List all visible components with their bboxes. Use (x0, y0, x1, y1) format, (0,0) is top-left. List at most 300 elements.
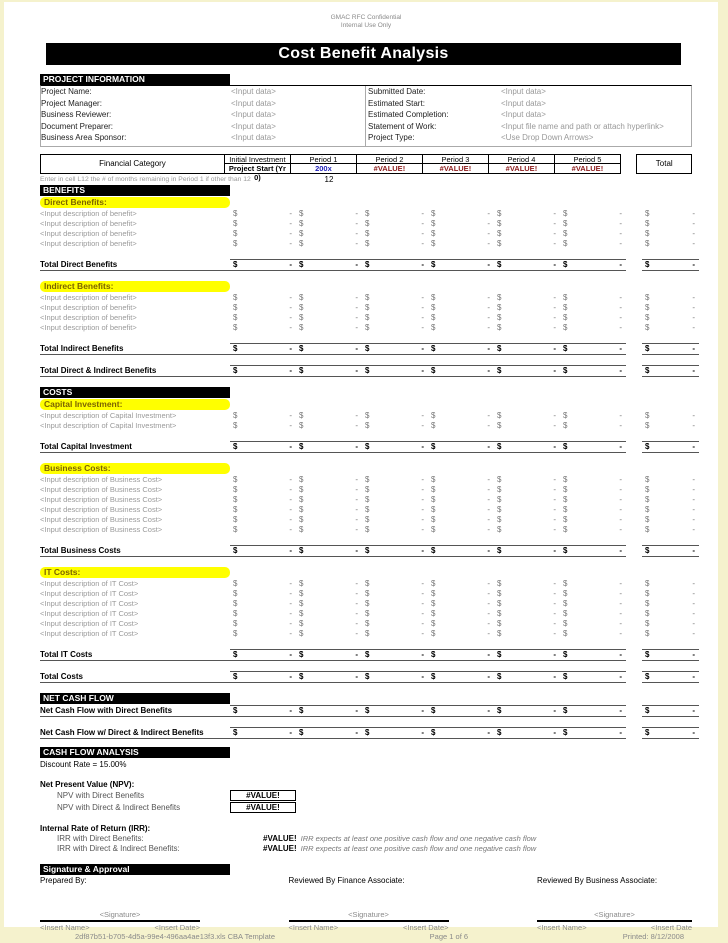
money-cell[interactable]: $ - (431, 525, 490, 534)
money-cell[interactable]: $ - (497, 525, 556, 534)
money-cell[interactable]: $ - (431, 239, 490, 248)
money-cell[interactable]: $ - (230, 441, 296, 453)
money-cell[interactable]: $ - (296, 441, 362, 453)
money-cell[interactable]: $ - (563, 609, 622, 618)
money-cell[interactable]: $ - (563, 323, 622, 332)
period-value-cell[interactable]: 200x (315, 163, 332, 173)
input-data-cell[interactable]: <Input data> (501, 98, 546, 108)
input-data-cell[interactable]: <Input data> (231, 98, 276, 108)
money-cell[interactable]: $ - (233, 323, 292, 332)
input-description-cell[interactable]: <Input description of benefit> (40, 323, 137, 332)
row-label: Net Cash Flow with Direct Benefits (40, 705, 230, 717)
money-cell[interactable]: $ - (431, 579, 490, 588)
money-cell[interactable]: $ - (560, 705, 626, 717)
money-cell[interactable]: $ - (233, 599, 292, 608)
signature-line-cell[interactable]: <Signature> (289, 910, 449, 922)
input-description-cell[interactable]: <Input description of benefit> (40, 229, 137, 238)
money-cell[interactable]: $ - (645, 411, 695, 420)
money-cell[interactable]: $ - (497, 495, 556, 504)
insert-name-cell[interactable]: <Insert Name> (40, 922, 90, 932)
money-cell[interactable]: $ - (233, 303, 292, 312)
money-cell[interactable]: $ - (365, 579, 424, 588)
money-cell[interactable]: $ - (642, 441, 699, 453)
money-cell[interactable]: $ - (497, 303, 556, 312)
money-cell[interactable]: $ - (233, 505, 292, 514)
money-cell[interactable]: $ - (428, 259, 494, 271)
input-description-cell[interactable]: <Input description of benefit> (40, 303, 137, 312)
money-cell[interactable]: $ - (296, 259, 362, 271)
money-cell[interactable]: $ - (365, 239, 424, 248)
money-cell[interactable]: $ - (428, 705, 494, 717)
money-cell[interactable]: $ - (233, 579, 292, 588)
money-cell[interactable]: $ - (645, 629, 695, 638)
money-cell[interactable]: $ - (296, 671, 362, 683)
money-cell[interactable]: $ - (645, 239, 695, 248)
money-cell[interactable]: $ - (497, 599, 556, 608)
money-cell[interactable]: $ - (563, 485, 622, 494)
money-cell[interactable]: $ - (645, 209, 695, 218)
money-cell[interactable]: $ - (494, 441, 560, 453)
money-cell[interactable]: $ - (230, 365, 296, 377)
money-cell[interactable]: $ - (497, 475, 556, 484)
money-cell[interactable]: $ - (233, 411, 292, 420)
input-description-cell[interactable]: <Input description of IT Cost> (40, 619, 139, 628)
money-cell[interactable]: $ - (642, 545, 699, 557)
money-cell[interactable]: $ - (299, 579, 358, 588)
money-cell[interactable]: $ - (365, 515, 424, 524)
money-cell[interactable]: $ - (365, 629, 424, 638)
money-cell[interactable]: $ - (563, 619, 622, 628)
field-label: Business Area Sponsor: (41, 133, 127, 143)
money-cell[interactable]: $ - (299, 411, 358, 420)
money-cell[interactable]: $ - (563, 209, 622, 218)
money-cell[interactable]: $ - (233, 229, 292, 238)
table-row-input (40, 313, 695, 323)
money-cell[interactable]: $ - (296, 705, 362, 717)
money-cell[interactable]: $ - (563, 599, 622, 608)
money-cell[interactable]: $ - (563, 495, 622, 504)
input-description-cell[interactable]: <Input description of Business Cost> (40, 475, 163, 484)
money-cell[interactable]: $ - (645, 505, 695, 514)
money-cell[interactable]: $ - (365, 475, 424, 484)
irr-row (40, 834, 692, 844)
money-cell[interactable]: $ - (497, 293, 556, 302)
money-cell[interactable]: $ - (645, 525, 695, 534)
money-cell[interactable]: $ - (645, 609, 695, 618)
money-cell[interactable]: $ - (365, 209, 424, 218)
period-value-cell[interactable]: #VALUE! (373, 163, 406, 173)
table-row-total (40, 259, 695, 271)
money-cell[interactable]: $ - (428, 671, 494, 683)
money-cell[interactable]: $ - (365, 293, 424, 302)
money-cell[interactable]: $ - (642, 649, 699, 661)
field-label: Project Name: (41, 87, 92, 97)
signature-line-cell[interactable]: <Signature> (537, 910, 692, 922)
money-cell[interactable]: $ - (230, 671, 296, 683)
input-data-cell[interactable]: <Input file name and path or attach hyperlink> (501, 121, 664, 131)
project-information-header: PROJECT INFORMATION (40, 74, 230, 85)
money-cell[interactable]: $ - (365, 495, 424, 504)
money-cell[interactable]: $ - (560, 671, 626, 683)
money-cell[interactable]: $ - (563, 313, 622, 322)
money-cell[interactable]: $ - (365, 313, 424, 322)
money-cell[interactable]: $ - (642, 259, 699, 271)
money-cell[interactable]: $ - (497, 421, 556, 430)
input-description-cell[interactable]: <Input description of benefit> (40, 293, 137, 302)
money-cell[interactable]: $ - (563, 239, 622, 248)
irr-value-cell[interactable]: #VALUE! (263, 834, 297, 843)
money-cell[interactable]: $ - (428, 545, 494, 557)
money-cell[interactable]: $ - (645, 303, 695, 312)
money-cell[interactable]: $ - (645, 475, 695, 484)
input-data-cell[interactable]: <Input data> (231, 110, 276, 120)
money-cell[interactable]: $ - (431, 485, 490, 494)
money-cell[interactable]: $ - (299, 303, 358, 312)
money-cell[interactable]: $ - (299, 525, 358, 534)
input-data-cell[interactable]: <Input data> (501, 110, 546, 120)
money-cell[interactable]: $ - (563, 475, 622, 484)
money-cell[interactable]: $ - (431, 505, 490, 514)
money-cell[interactable]: $ - (299, 589, 358, 598)
money-cell[interactable]: $ - (563, 219, 622, 228)
money-cell[interactable]: $ - (428, 727, 494, 739)
money-cell[interactable]: $ - (431, 475, 490, 484)
money-cell[interactable]: $ - (233, 239, 292, 248)
money-cell[interactable]: $ - (230, 545, 296, 557)
money-cell[interactable]: $ - (299, 599, 358, 608)
input-description-cell[interactable]: <Input description of Business Cost> (40, 525, 163, 534)
money-cell[interactable]: $ - (497, 411, 556, 420)
money-cell[interactable]: $ - (362, 441, 428, 453)
money-cell[interactable]: $ - (230, 705, 296, 717)
money-cell[interactable]: $ - (299, 485, 358, 494)
npv-row (40, 802, 692, 814)
money-cell[interactable]: $ - (645, 229, 695, 238)
money-cell[interactable]: $ - (645, 579, 695, 588)
money-cell[interactable]: $ - (362, 365, 428, 377)
money-cell[interactable]: $ - (431, 495, 490, 504)
input-description-cell[interactable]: <Input description of benefit> (40, 209, 137, 218)
table-row-input (40, 219, 695, 229)
money-cell[interactable]: $ - (431, 219, 490, 228)
money-cell[interactable]: $ - (560, 545, 626, 557)
money-cell[interactable]: $ - (365, 229, 424, 238)
insert-date-cell[interactable]: <Insert Date> (403, 922, 449, 932)
money-cell[interactable]: $ - (296, 365, 362, 377)
money-cell[interactable]: $ - (431, 229, 490, 238)
money-cell[interactable]: $ - (560, 365, 626, 377)
money-cell[interactable]: $ - (494, 727, 560, 739)
footer-filename: 2df87b51-b705-4d5a-99e4-496aa4ae13f3.xls CBA Template (75, 931, 276, 941)
money-cell[interactable]: $ - (299, 421, 358, 430)
input-description-cell[interactable]: <Input description of IT Cost> (40, 589, 139, 598)
input-data-cell[interactable]: <Input data> (231, 87, 276, 97)
input-description-cell[interactable]: <Input description of IT Cost> (40, 629, 139, 638)
money-cell[interactable]: $ - (365, 421, 424, 430)
money-cell[interactable]: $ - (233, 475, 292, 484)
money-cell[interactable]: $ - (431, 323, 490, 332)
npv-value-cell[interactable]: #VALUE! (230, 802, 296, 813)
input-description-cell[interactable]: <Input description of Capital Investment> (40, 411, 177, 420)
money-cell[interactable]: $ - (642, 365, 699, 377)
row-label: Indirect Benefits: (40, 281, 230, 292)
input-description-cell[interactable]: <Input description of Business Cost> (40, 485, 163, 494)
money-cell[interactable]: $ - (642, 671, 699, 683)
money-cell[interactable]: $ - (362, 727, 428, 739)
money-cell[interactable]: $ - (645, 313, 695, 322)
table-row-input (40, 239, 695, 249)
period-value-cell[interactable]: #VALUE! (571, 163, 604, 173)
money-cell[interactable]: $ - (494, 671, 560, 683)
money-cell[interactable]: $ - (563, 525, 622, 534)
money-cell[interactable]: $ - (299, 323, 358, 332)
money-cell[interactable]: $ - (560, 727, 626, 739)
money-cell[interactable]: $ - (494, 343, 560, 355)
period-value-cell[interactable]: #VALUE! (439, 163, 472, 173)
money-cell[interactable]: $ - (563, 589, 622, 598)
money-cell[interactable]: $ - (365, 609, 424, 618)
money-cell[interactable]: $ - (497, 619, 556, 628)
insert-date-cell[interactable]: <Insert Date> (154, 922, 200, 932)
money-cell[interactable]: $ - (497, 229, 556, 238)
money-cell[interactable]: $ - (233, 515, 292, 524)
project-info-row (366, 121, 691, 133)
cash-flow-analysis-section (40, 747, 692, 854)
money-cell[interactable]: $ - (233, 421, 292, 430)
input-data-cell[interactable]: <Input data> (231, 133, 276, 143)
money-cell[interactable]: $ - (563, 293, 622, 302)
money-cell[interactable]: $ - (299, 219, 358, 228)
money-cell[interactable]: $ - (428, 343, 494, 355)
money-cell[interactable]: $ - (431, 619, 490, 628)
money-cell[interactable]: $ - (563, 505, 622, 514)
insert-name-cell[interactable]: <Insert Name> (537, 922, 587, 932)
money-cell[interactable]: $ - (563, 629, 622, 638)
money-cell[interactable]: $ - (299, 629, 358, 638)
input-data-cell[interactable]: <Input data> (231, 121, 276, 131)
money-cell[interactable]: $ - (494, 365, 560, 377)
money-cell[interactable]: $ - (431, 515, 490, 524)
money-cell[interactable]: $ - (431, 313, 490, 322)
money-cell[interactable]: $ - (233, 209, 292, 218)
money-cell[interactable]: $ - (362, 259, 428, 271)
money-cell[interactable]: $ - (563, 579, 622, 588)
table-row-input (40, 229, 695, 239)
input-description-cell[interactable]: <Input description of Business Cost> (40, 515, 163, 524)
project-info-right-column (366, 86, 691, 146)
money-cell[interactable]: $ - (563, 411, 622, 420)
money-cell[interactable]: $ - (233, 313, 292, 322)
money-cell[interactable]: $ - (233, 525, 292, 534)
input-description-cell[interactable]: <Input description of IT Cost> (40, 599, 139, 608)
row-label: Direct Benefits: (40, 197, 230, 208)
money-cell[interactable]: $ - (299, 229, 358, 238)
money-cell[interactable]: $ - (299, 505, 358, 514)
money-cell[interactable]: $ - (296, 649, 362, 661)
input-description-cell[interactable]: <Input description of benefit> (40, 219, 137, 228)
money-cell[interactable]: $ - (497, 629, 556, 638)
money-cell[interactable]: $ - (299, 475, 358, 484)
money-cell[interactable]: $ - (230, 727, 296, 739)
money-cell[interactable]: $ - (362, 705, 428, 717)
money-cell[interactable]: $ - (497, 609, 556, 618)
input-description-cell[interactable]: <Input description of IT Cost> (40, 609, 139, 618)
money-cell[interactable]: $ - (431, 209, 490, 218)
money-cell[interactable]: $ - (645, 619, 695, 628)
money-cell[interactable]: $ - (497, 239, 556, 248)
money-cell[interactable]: $ - (497, 313, 556, 322)
table-row-highlight (40, 197, 692, 209)
money-cell[interactable]: $ - (299, 609, 358, 618)
money-cell[interactable]: $ - (431, 629, 490, 638)
money-cell[interactable]: $ - (296, 545, 362, 557)
money-cell[interactable]: $ - (428, 441, 494, 453)
money-cell[interactable]: $ - (563, 303, 622, 312)
row-label: Total IT Costs (40, 649, 230, 661)
money-cell[interactable]: $ - (296, 727, 362, 739)
money-cell[interactable]: $ - (642, 727, 699, 739)
money-cell[interactable]: $ - (497, 589, 556, 598)
money-cell[interactable]: $ - (233, 629, 292, 638)
money-cell[interactable]: $ - (365, 505, 424, 514)
money-cell[interactable]: $ - (431, 411, 490, 420)
money-cell[interactable]: $ - (645, 495, 695, 504)
table-row-highlight (40, 463, 692, 475)
money-cell[interactable]: $ - (299, 239, 358, 248)
money-cell[interactable]: $ - (299, 209, 358, 218)
money-cell[interactable]: $ - (642, 343, 699, 355)
money-cell[interactable]: $ - (645, 421, 695, 430)
npv-value-cell[interactable]: #VALUE! (230, 790, 296, 801)
signature-columns (40, 876, 692, 932)
table-row-input (40, 475, 695, 485)
money-cell[interactable]: $ - (497, 505, 556, 514)
input-description-cell[interactable]: <Input description of benefit> (40, 239, 137, 248)
money-cell[interactable]: $ - (497, 579, 556, 588)
money-cell[interactable]: $ - (645, 515, 695, 524)
money-cell[interactable]: $ - (365, 599, 424, 608)
money-cell[interactable]: $ - (431, 589, 490, 598)
money-cell[interactable]: $ - (233, 219, 292, 228)
money-cell[interactable]: $ - (645, 599, 695, 608)
money-cell[interactable]: $ - (563, 515, 622, 524)
money-cell[interactable]: $ - (230, 259, 296, 271)
money-cell[interactable]: $ - (233, 293, 292, 302)
irr-value-cell[interactable]: #VALUE! (263, 844, 297, 853)
money-cell[interactable]: $ - (365, 411, 424, 420)
money-cell[interactable]: $ - (299, 619, 358, 628)
money-cell[interactable]: $ - (497, 219, 556, 228)
insert-name-cell[interactable]: <Insert Name> (288, 922, 339, 932)
money-cell[interactable]: $ - (497, 209, 556, 218)
money-cell[interactable]: $ - (365, 619, 424, 628)
money-cell[interactable]: $ - (431, 421, 490, 430)
table-row-total (40, 649, 695, 661)
months-remaining-cell[interactable]: 12 (324, 174, 334, 184)
irr-error-note: IRR expects at least one positive cash flow and one negative cash flow (300, 834, 537, 843)
money-cell[interactable]: $ - (431, 609, 490, 618)
money-cell[interactable]: $ - (560, 649, 626, 661)
money-cell[interactable]: $ - (645, 589, 695, 598)
money-cell[interactable]: $ - (428, 649, 494, 661)
input-data-cell[interactable]: <Use Drop Down Arrows> (501, 133, 594, 143)
money-cell[interactable]: $ - (497, 515, 556, 524)
money-cell[interactable]: $ - (494, 649, 560, 661)
money-cell[interactable]: $ - (428, 365, 494, 377)
project-info-row (366, 86, 691, 98)
money-cell[interactable]: $ - (230, 343, 296, 355)
money-cell[interactable]: $ - (362, 545, 428, 557)
money-cell[interactable]: $ - (233, 589, 292, 598)
input-description-cell[interactable]: <Input description of Business Cost> (40, 505, 163, 514)
money-cell[interactable]: $ - (645, 293, 695, 302)
project-info-left-column (41, 86, 366, 146)
money-cell[interactable]: $ - (233, 485, 292, 494)
money-cell[interactable]: $ - (365, 219, 424, 228)
money-cell[interactable]: $ - (365, 485, 424, 494)
money-cell[interactable]: $ - (563, 229, 622, 238)
table-row-spacer (40, 639, 692, 649)
money-cell[interactable]: $ - (299, 495, 358, 504)
money-cell[interactable]: $ - (299, 293, 358, 302)
money-cell[interactable]: $ - (494, 259, 560, 271)
period-columns (225, 154, 621, 182)
money-cell[interactable]: $ - (362, 671, 428, 683)
money-cell[interactable]: $ - (497, 323, 556, 332)
money-cell[interactable]: $ - (299, 515, 358, 524)
money-cell[interactable]: $ - (233, 495, 292, 504)
money-cell[interactable]: $ - (365, 589, 424, 598)
money-cell[interactable]: $ - (642, 705, 699, 717)
input-description-cell[interactable]: <Input description of benefit> (40, 313, 137, 322)
money-cell[interactable]: $ - (365, 303, 424, 312)
money-cell[interactable]: $ - (431, 293, 490, 302)
input-description-cell[interactable]: <Input description of Business Cost> (40, 495, 163, 504)
money-cell[interactable]: $ - (560, 441, 626, 453)
money-cell[interactable]: $ - (431, 303, 490, 312)
signature-line-cell[interactable]: <Signature> (40, 910, 200, 922)
input-description-cell[interactable]: <Input description of IT Cost> (40, 579, 139, 588)
input-description-cell[interactable]: <Input description of Capital Investment> (40, 421, 177, 430)
input-data-cell[interactable]: <Input data> (501, 87, 546, 97)
money-cell[interactable]: $ - (365, 525, 424, 534)
money-cell[interactable]: $ - (494, 545, 560, 557)
period-value-cell[interactable]: Project Start (Yr 0) (228, 163, 286, 182)
period-column-header (423, 154, 489, 174)
money-cell[interactable]: $ - (494, 705, 560, 717)
money-cell[interactable]: $ - (645, 219, 695, 228)
money-cell[interactable]: $ - (645, 323, 695, 332)
money-cell[interactable]: $ - (431, 599, 490, 608)
insert-date-cell[interactable]: <Insert Date (650, 922, 692, 932)
money-cell[interactable]: $ - (497, 485, 556, 494)
money-cell[interactable]: $ - (362, 343, 428, 355)
money-cell[interactable]: $ - (560, 259, 626, 271)
money-cell[interactable]: $ - (645, 485, 695, 494)
money-cell[interactable]: $ - (233, 619, 292, 628)
money-cell[interactable]: $ - (299, 313, 358, 322)
money-cell[interactable]: $ - (233, 609, 292, 618)
money-cell[interactable]: $ - (296, 343, 362, 355)
project-info-row (366, 98, 691, 110)
money-cell[interactable]: $ - (230, 649, 296, 661)
period-label: Period 1 (291, 155, 356, 164)
money-cell[interactable]: $ - (560, 343, 626, 355)
period-value-cell[interactable]: #VALUE! (505, 163, 538, 173)
money-cell[interactable]: $ - (365, 323, 424, 332)
money-cell[interactable]: $ - (563, 421, 622, 430)
money-cell[interactable]: $ - (362, 649, 428, 661)
